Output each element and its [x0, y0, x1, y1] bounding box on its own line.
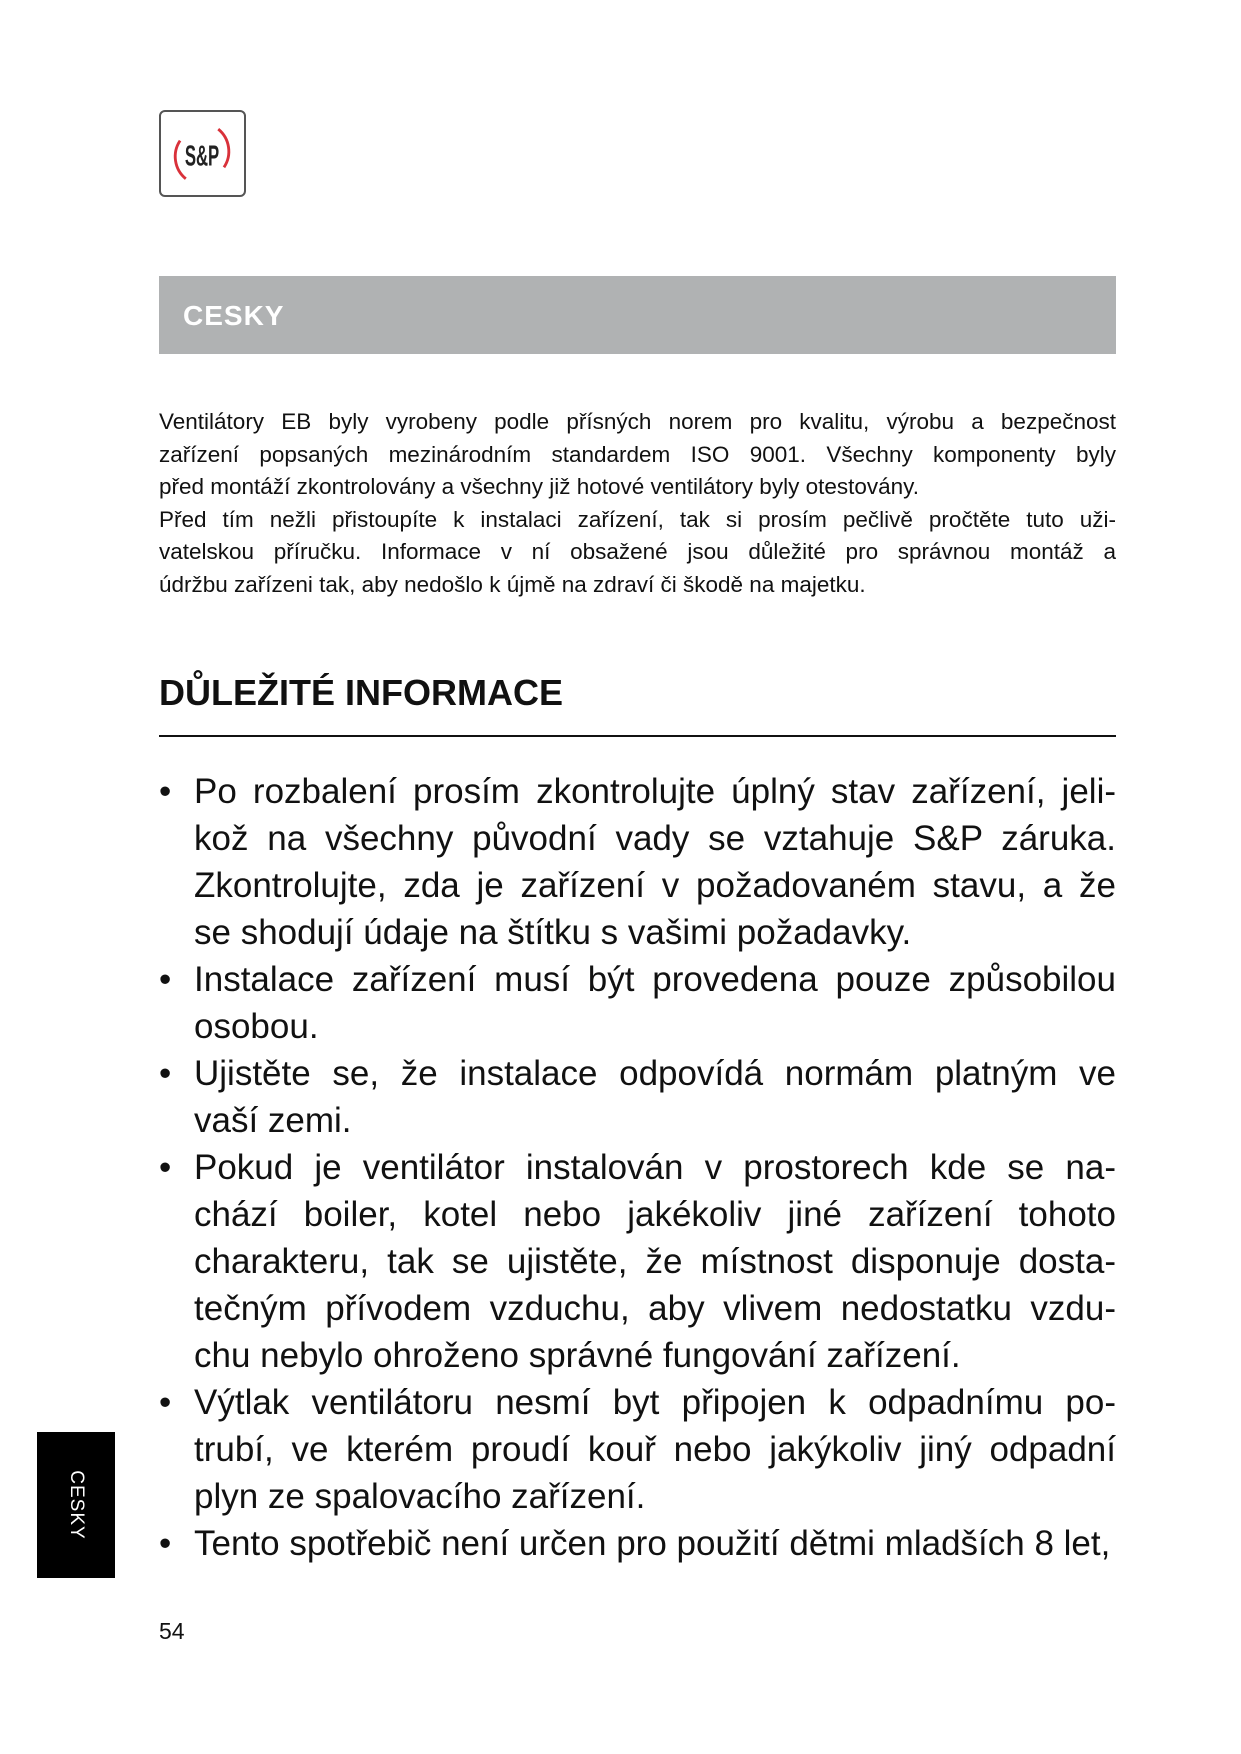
intro-line: Ventilátory EB byly vyrobeny podle přísných norem pro kvalitu, výrobu a bezpečnost: [159, 409, 1116, 434]
side-language-tab: [37, 1432, 115, 1578]
bullet-icon: •: [159, 1054, 172, 1093]
bullet-item: [159, 1144, 1116, 1379]
bullet-line: Zkontrolujte, zda je zařízení v požadovaném stavu, a že: [194, 866, 1116, 905]
intro-line: údržbu zařízeni tak, aby nedošlo k újmě na zdraví či škodě na majetku.: [159, 571, 866, 597]
bullet-line: Pokud je ventilátor instalován v prostorech kde se na-: [194, 1148, 1116, 1187]
sp-logo: [159, 110, 246, 197]
bullet-line: Tento spotřebič není určen pro použití dětmi mladších 8 let,: [194, 1524, 1111, 1563]
bullet-list: [159, 768, 1116, 1567]
bullet-line: plyn ze spalovacího zařízení.: [194, 1477, 646, 1516]
bullet-line: chází boiler, kotel nebo jakékoliv jiné zařízení tohoto: [194, 1195, 1116, 1234]
bullet-line: osobou.: [194, 1007, 319, 1046]
bullet-item: [159, 1520, 1116, 1567]
intro-paragraph: [159, 406, 1116, 601]
bullet-icon: •: [159, 1148, 172, 1187]
side-language-label: CESKY: [66, 1470, 87, 1540]
bullet-line: Po rozbalení prosím zkontrolujte úplný stav zařízení, jeli-: [194, 772, 1116, 811]
bullet-line: Ujistěte se, že instalace odpovídá normám platným ve: [194, 1054, 1116, 1093]
bullet-icon: •: [159, 1383, 172, 1422]
bullet-line: Instalace zařízení musí být provedena pouze způsobilou: [194, 960, 1116, 999]
bullet-item: [159, 1050, 1116, 1144]
intro-line: vatelskou příručku. Informace v ní obsažené jsou důležité pro správnou montáž a: [159, 539, 1116, 564]
page-number: 54: [159, 1618, 185, 1644]
intro-line: Před tím nežli přistoupíte k instalaci zařízení, tak si prosím pečlivě pročtěte tuto uži-: [159, 506, 1116, 532]
bullet-line: vaší zemi.: [194, 1101, 352, 1140]
language-banner: [159, 276, 1116, 354]
bullet-item: [159, 956, 1116, 1050]
heading-rule: [159, 735, 1116, 737]
bullet-line: Výtlak ventilátoru nesmí byt připojen k odpadnímu po-: [194, 1383, 1116, 1422]
bullet-icon: •: [159, 1524, 172, 1563]
bullet-line: trubí, ve kterém proudí kouř nebo jakýkoliv jiný odpadní: [194, 1430, 1116, 1469]
bullet-line: chu nebylo ohroženo správné fungování zařízení.: [194, 1336, 961, 1375]
bullet-line: se shodují údaje na štítku s vašimi požadavky.: [194, 913, 912, 952]
bullet-icon: •: [159, 960, 172, 999]
section-heading: DŮLEŽITÉ INFORMACE: [159, 672, 563, 713]
bullet-icon: •: [159, 772, 172, 811]
intro-line: zařízení popsaných mezinárodním standardem ISO 9001. Všechny komponenty byly: [159, 441, 1116, 467]
bullet-line: charakteru, tak se ujistěte, že místnost disponuje dosta-: [194, 1242, 1116, 1281]
svg-text:S&P: S&P: [184, 140, 220, 173]
bullet-line: tečným přívodem vzduchu, aby vlivem nedostatku vzdu-: [194, 1289, 1116, 1328]
intro-line: před montáží zkontrolovány a všechny již hotové ventilátory byly otestovány.: [159, 474, 919, 499]
bullet-item: [159, 1379, 1116, 1520]
bullet-line: kož na všechny původní vady se vztahuje S&P záruka.: [194, 819, 1116, 858]
language-banner-label: CESKY: [183, 300, 285, 331]
bullet-item: [159, 768, 1116, 956]
